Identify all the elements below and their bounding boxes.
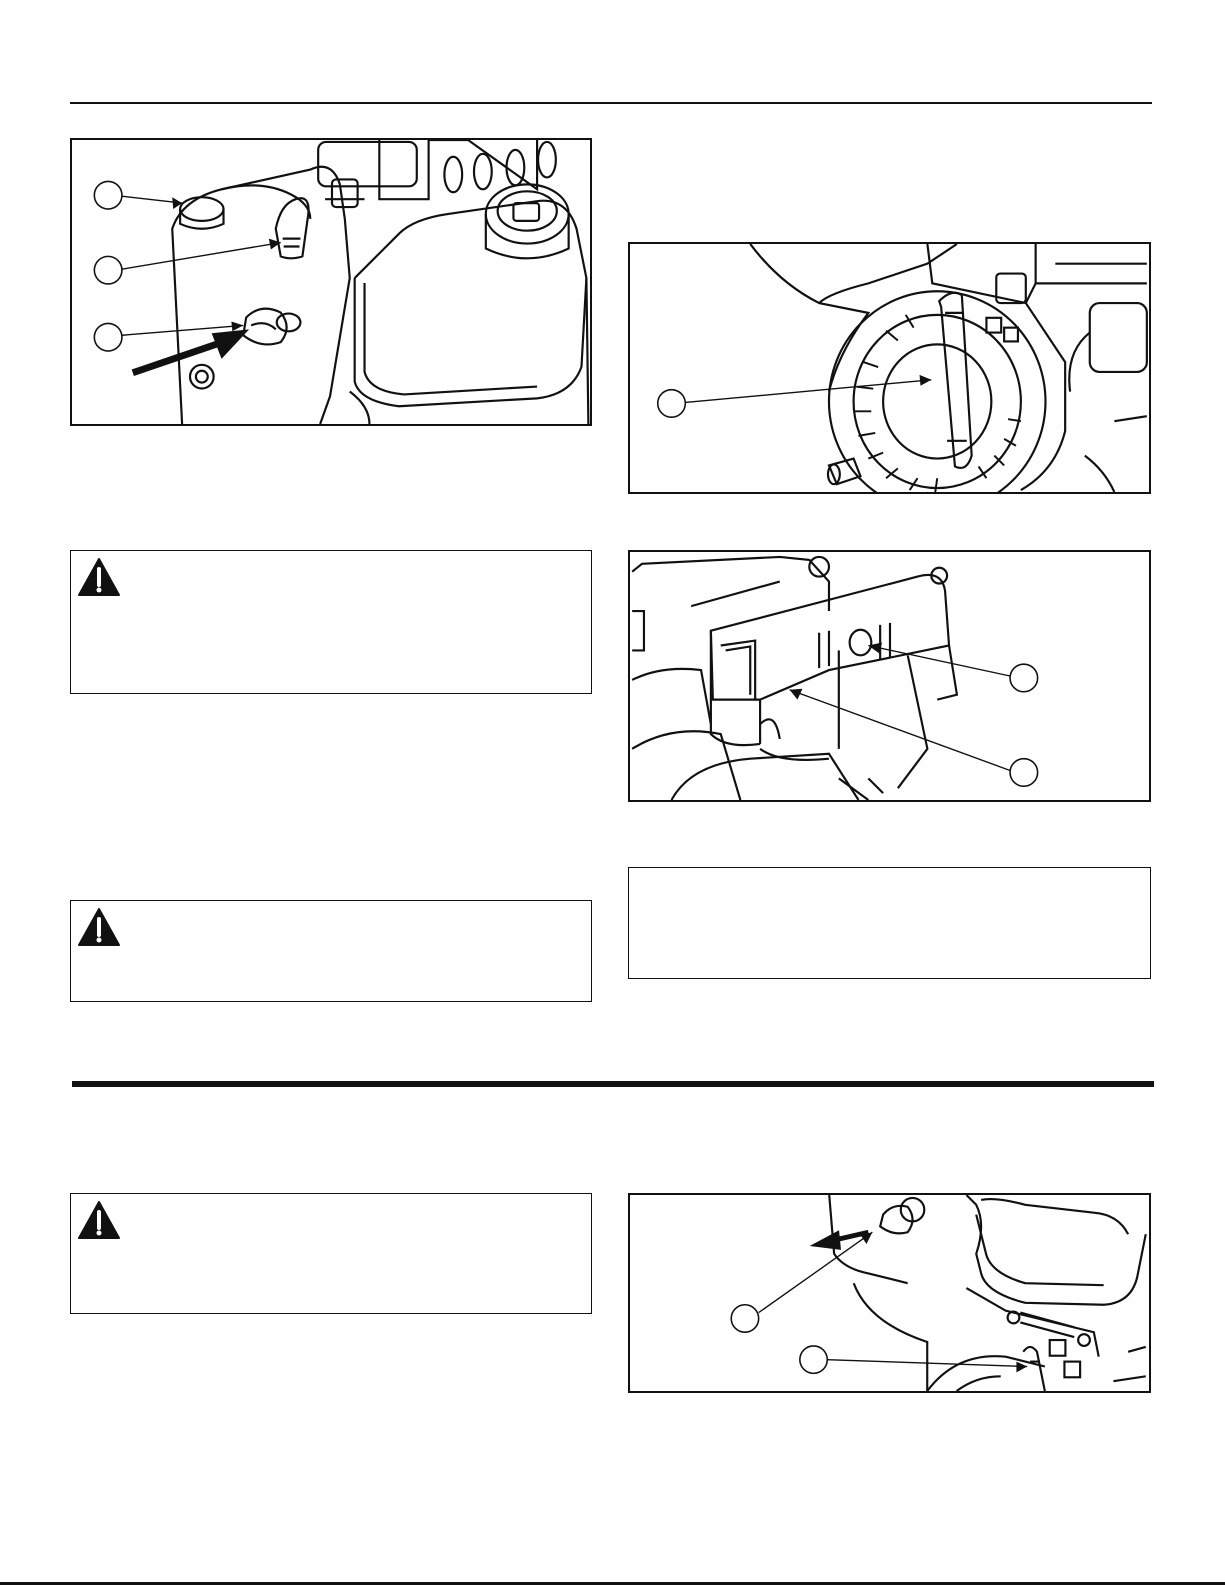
callout-3 bbox=[94, 323, 122, 351]
figure-stopping-engine bbox=[628, 1193, 1151, 1393]
engine-fuel-tank-illustration bbox=[72, 140, 590, 424]
stopping-engine-illustration bbox=[630, 1195, 1149, 1391]
callout-1 bbox=[94, 181, 122, 209]
callout-2 bbox=[800, 1346, 827, 1373]
warning-box-2 bbox=[70, 900, 592, 1002]
warning-triangle-icon bbox=[77, 907, 121, 947]
callout-1 bbox=[731, 1305, 758, 1332]
section-rule bbox=[72, 1081, 1154, 1087]
note-box-1 bbox=[628, 867, 1151, 979]
top-rule bbox=[70, 102, 1152, 104]
callout-2 bbox=[94, 256, 122, 284]
warning-box-3 bbox=[70, 1193, 592, 1314]
figure-electric-start bbox=[628, 550, 1151, 802]
figure-fuel-tank-primer bbox=[70, 138, 592, 426]
figure-recoil-starter bbox=[628, 242, 1151, 494]
recoil-starter-illustration bbox=[630, 244, 1149, 492]
callout-1 bbox=[658, 390, 686, 418]
callout-1 bbox=[1010, 664, 1038, 692]
warning-box-1 bbox=[70, 550, 592, 694]
electric-start-illustration bbox=[630, 552, 1149, 800]
callout-2 bbox=[1010, 759, 1038, 787]
warning-triangle-icon bbox=[77, 557, 121, 597]
warning-triangle-icon bbox=[77, 1200, 121, 1240]
